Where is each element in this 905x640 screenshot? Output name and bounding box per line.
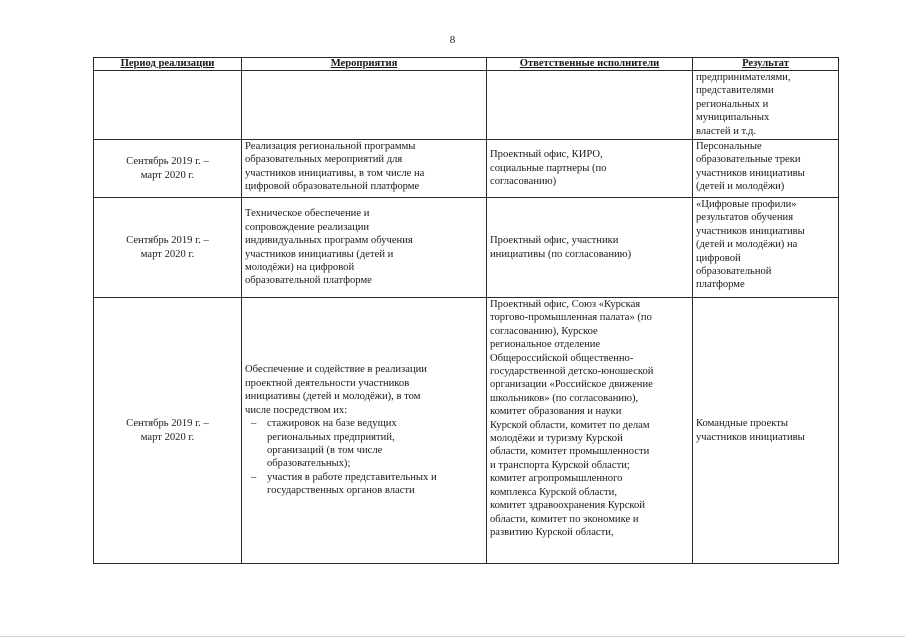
table-row	[94, 140, 839, 198]
period-text: Сентябрь 2019 г. – март 2020 г.	[126, 418, 209, 443]
result-text: предпринимателями, представителями региональных и муниципальных властей и т.д.	[696, 72, 791, 137]
page-number: 8	[449, 34, 456, 46]
header-period: Период реализации	[94, 58, 242, 71]
activity-intro-text: Обеспечение и содействие в реализации проектной деятельности участников инициативы (детей и молодёжи), в том числе посредством их:	[245, 364, 427, 416]
result-cell	[693, 140, 839, 198]
result-text: «Цифровые профили» результатов обучения участников инициативы (детей и молодёжи) на цифровой образовательной платформе	[696, 199, 805, 291]
bullet-text: стажировок на базе ведущих региональных предприятий, организаций (в том числе образовательных);	[267, 418, 397, 470]
activity-cell	[242, 140, 487, 198]
executors-cell	[487, 298, 693, 564]
table-row	[94, 71, 839, 140]
activity-cell	[242, 298, 487, 564]
executors-cell	[487, 71, 693, 140]
implementation-plan-table	[93, 57, 839, 564]
list-item	[245, 471, 483, 498]
bullet-dash: –	[251, 418, 257, 430]
table-row	[94, 198, 839, 298]
result-text: Персональные образовательные треки участников инициативы (детей и молодёжи)	[696, 141, 805, 193]
header-activities: Мероприятия	[242, 58, 487, 71]
period-cell	[94, 140, 242, 198]
list-item	[245, 417, 483, 471]
period-cell	[94, 198, 242, 298]
period-cell	[94, 71, 242, 140]
period-text: Сентябрь 2019 г. – март 2020 г.	[126, 156, 209, 181]
activity-cell	[242, 198, 487, 298]
result-cell	[693, 198, 839, 298]
table-row	[94, 298, 839, 564]
activity-text: Реализация региональной программы образовательных мероприятий для участников инициативы, в том числе на цифровой образовательной платформе	[245, 141, 425, 193]
header-result: Результат	[693, 58, 839, 71]
executors-text: Проектный офис, Союз «Курская торгово-промышленная палата» (по согласованию), Курское региональное отделение Общероссийской общественно- государственной детско-юношеской организации «Российское движение школьников» (по согласованию), комитет образования и науки Курской области, комитет по делам молодёжи и туризму Курской области, комитет промышленности и транспорта Курской области; комитет агропромышленного комплекса Курской области, комитет здравоохранения Курской области, комитет по экономике и развитию Курской области,	[490, 299, 654, 538]
bullet-text: участия в работе представительных и государственных органов власти	[267, 471, 437, 497]
result-cell	[693, 71, 839, 140]
executors-cell	[487, 198, 693, 298]
bullet-dash: –	[251, 471, 257, 483]
page-bottom-rule	[0, 636, 905, 637]
header-executors: Ответственные исполнители	[487, 58, 693, 71]
executors-text: Проектный офис, КИРО, социальные партнеры (по согласованию)	[490, 149, 607, 188]
period-text: Сентябрь 2019 г. – март 2020 г.	[126, 235, 209, 260]
period-cell	[94, 298, 242, 564]
executors-text: Проектный офис, участники инициативы (по согласованию)	[490, 235, 632, 260]
table-header-row	[94, 58, 839, 71]
activity-text: Техническое обеспечение и сопровождение реализации индивидуальных программ обучения участников инициативы (детей и молодёжи) на цифровой образовательной платформе	[245, 208, 413, 287]
result-text: Командные проекты участников инициативы	[696, 418, 805, 443]
result-cell	[693, 298, 839, 564]
executors-cell	[487, 140, 693, 198]
activity-cell	[242, 71, 487, 140]
